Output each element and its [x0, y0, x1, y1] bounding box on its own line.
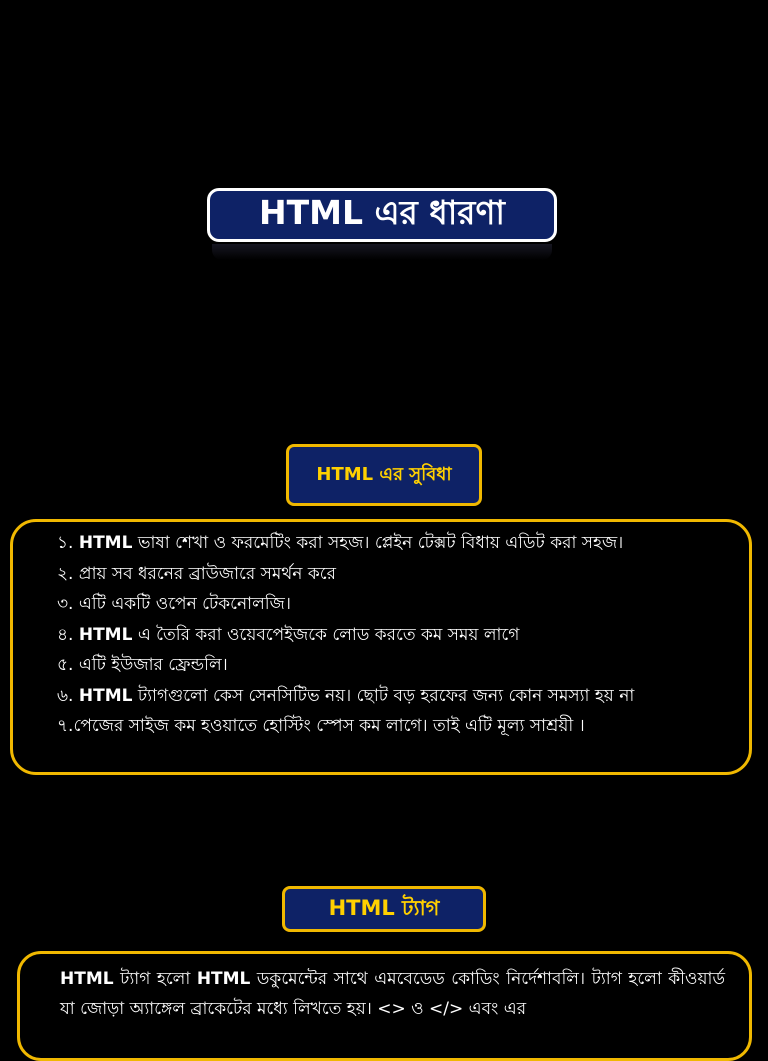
list-item	[57, 620, 749, 651]
term-html: HTML	[196, 969, 251, 989]
list-item	[57, 528, 749, 559]
list-item	[57, 589, 749, 620]
item-term: HTML	[78, 533, 133, 553]
item-term: HTML	[78, 624, 133, 645]
tags-paragraph	[20, 954, 749, 1024]
item-number: ৪.	[57, 624, 79, 645]
item-number: ৬.	[57, 685, 79, 706]
list-item	[57, 559, 749, 590]
item-text: এ তৈরি করা ওয়েবপেইজকে লোড করতে কম সময় লাগে	[132, 624, 520, 645]
tags-heading: HTML ট্যাগ	[282, 886, 486, 932]
item-number: ১.	[57, 533, 79, 553]
item-term: HTML	[78, 685, 133, 706]
item-number: ৭.	[57, 716, 74, 736]
item-text: প্রায় সব ধরনের ব্রাউজারে সমর্থন করে	[78, 563, 336, 584]
item-number: ২.	[57, 563, 79, 584]
item-text: এটি ইউজার ফ্রেন্ডলি।	[78, 655, 228, 675]
item-text: ভাষা শেখা ও ফরমেটিং করা সহজ। প্লেইন টেক্সট বিধায় এডিট করা সহজ।	[132, 533, 624, 553]
title-reflection	[212, 244, 552, 260]
item-text: ট্যাগগুলো কেস সেনসিটিভ নয়। ছোট বড় হরফের জন্য কোন সমস্যা হয় না	[132, 685, 635, 706]
advantages-panel	[10, 519, 752, 775]
page-title: HTML এর ধারণা	[207, 188, 557, 242]
list-item	[57, 650, 749, 681]
advantages-list	[13, 522, 749, 742]
term-html: HTML	[60, 969, 114, 989]
para-text: ডকুমেন্টের সাথে এমবেডেড কোডিং নির্দেশাবলি। ট্যাগ হলো কীওয়ার্ড যা জোড়া অ্যাঙ্গেল ব্রাকেটের মধ্যে লিখতে হয়। <> ও </> এবং এর	[60, 969, 726, 1019]
item-number: ৩.	[57, 594, 79, 614]
list-item	[57, 681, 749, 712]
list-item	[57, 711, 749, 742]
advantages-heading: HTML এর সুবিধা	[286, 444, 482, 506]
item-text: পেজের সাইজ কম হওয়াতে হোস্টিং স্পেস কম লাগে। তাই এটি মূল্য সাশ্রয়ী ।	[73, 716, 585, 736]
tags-panel	[17, 951, 752, 1061]
item-number: ৫.	[57, 655, 79, 675]
para-text: ট্যাগ হলো	[113, 969, 197, 989]
item-text: এটি একটি ওপেন টেকনোলজি।	[78, 594, 291, 614]
